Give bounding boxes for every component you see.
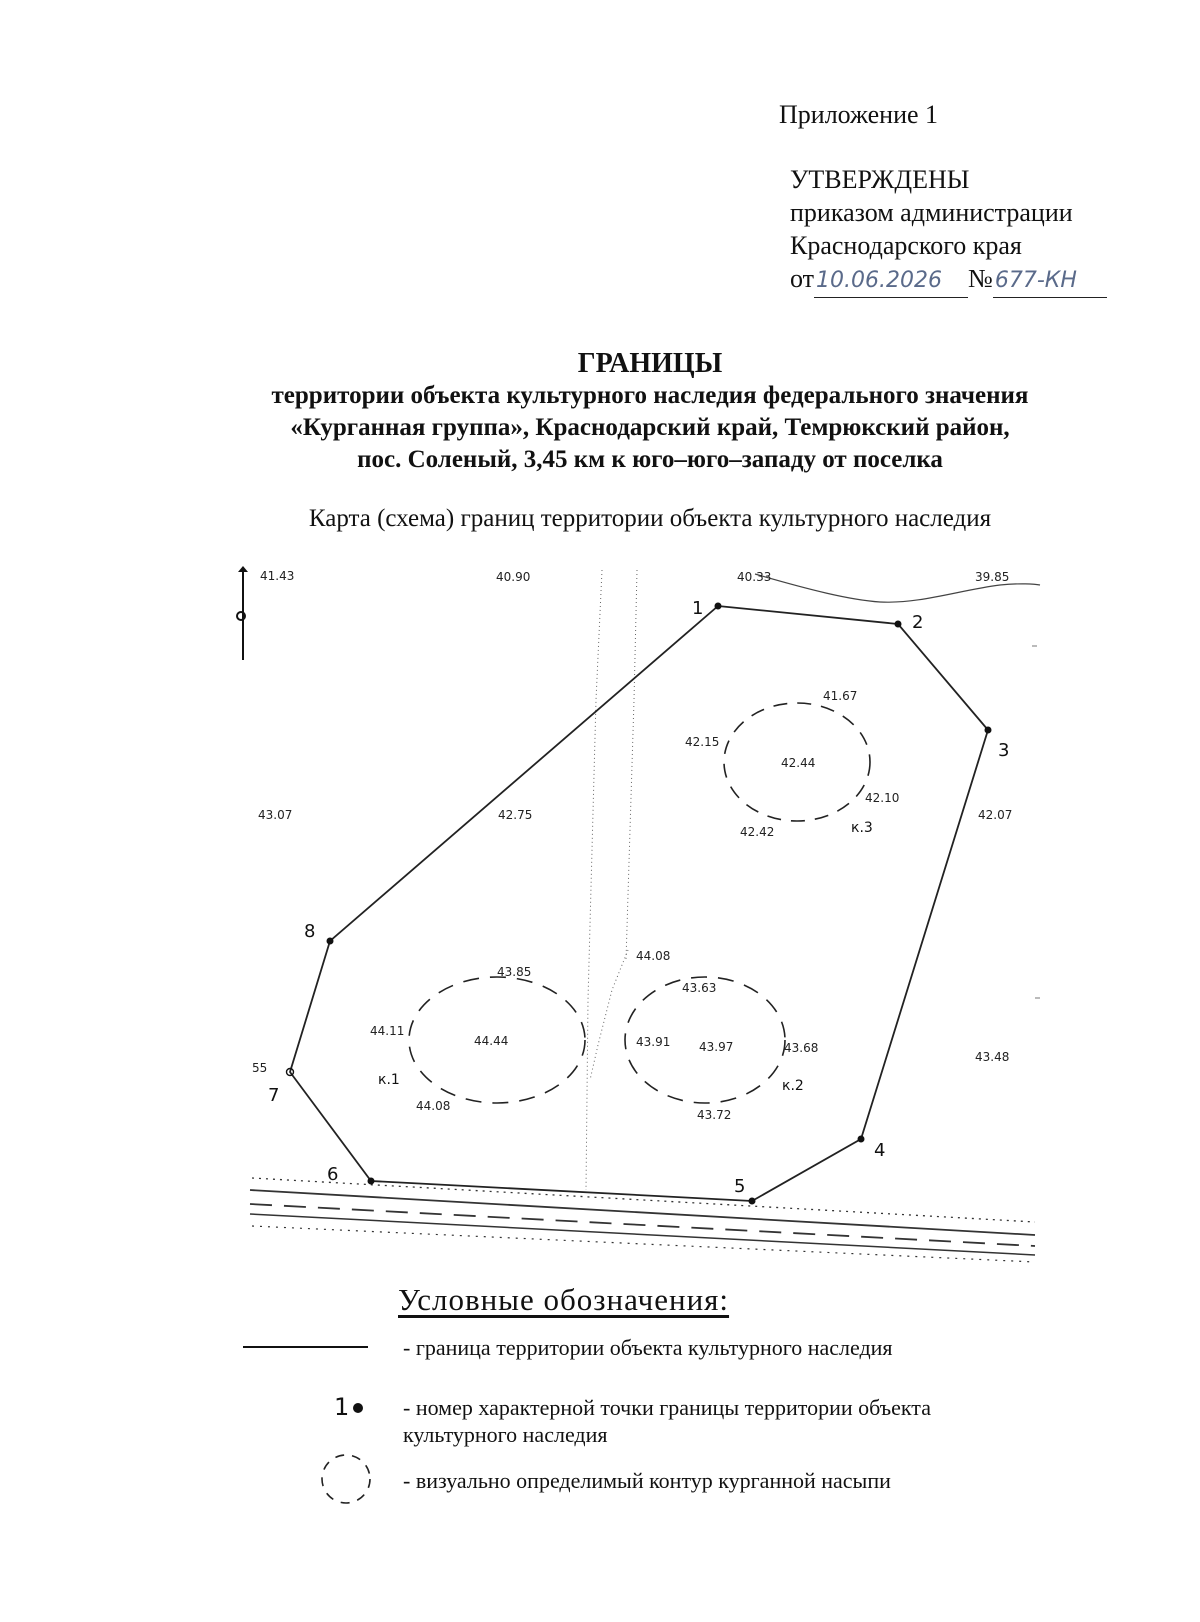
legend-solid-line-symbol: [243, 1346, 368, 1348]
point-label-4: 4: [874, 1140, 886, 1161]
legend-item-point: - номер характерной точки границы территории объекта культурного наследия: [403, 1395, 931, 1447]
date-prefix: от: [790, 264, 815, 293]
elevation-mark: 44.08: [636, 949, 671, 963]
elevation-mark: 43.63: [682, 981, 717, 995]
map-caption: Карта (схема) границ территории объекта культурного наследия: [308, 505, 992, 532]
legend-title: Условные обозначения:: [398, 1282, 730, 1317]
elevation-mark: 55: [252, 1061, 268, 1075]
elevation-mark: 44.11: [370, 1024, 405, 1038]
elevation-mark: 39.85: [975, 570, 1010, 584]
elevation-mark: 40.33: [737, 570, 772, 584]
point-label-5: 5: [734, 1176, 746, 1197]
boundary-polygon: [290, 606, 988, 1201]
legend-item-boundary: - граница территории объекта культурного наследия: [403, 1335, 893, 1360]
point-label-2: 2: [912, 612, 924, 633]
elevation-mark: 41.67: [823, 689, 858, 703]
edge-ticks: [1032, 646, 1040, 998]
road-bottom: [250, 1178, 1035, 1262]
point-label-6: 6: [327, 1164, 339, 1185]
mound-label-3: к.3: [851, 820, 873, 836]
title-line-2: «Курганная группа», Краснодарский край, Темрюкский район,: [290, 414, 1010, 441]
elevation-mark: 42.44: [781, 756, 816, 770]
elevation-mark: 43.68: [784, 1041, 819, 1055]
elevation-mark: 43.72: [697, 1108, 732, 1122]
approved-line-1: УТВЕРЖДЕНЫ: [790, 165, 970, 194]
elevation-mark: 43.85: [497, 965, 532, 979]
number-prefix: №: [968, 264, 993, 293]
elevation-mark: 42.42: [740, 825, 775, 839]
point-label-3: 3: [998, 740, 1010, 761]
north-arrow-icon: [237, 566, 248, 660]
elevation-mark: 42.15: [685, 735, 720, 749]
mound-label-1: к.1: [378, 1072, 400, 1088]
dashed-circle-icon: [318, 1451, 374, 1507]
title-line-3: пос. Соленый, 3,45 км к юго–юго–западу от поселка: [357, 446, 943, 473]
appendix-label: Приложение 1: [779, 100, 939, 129]
elevation-mark: 42.07: [978, 808, 1013, 822]
elevation-mark: 43.48: [975, 1050, 1010, 1064]
mound-label-2: к.2: [782, 1078, 804, 1094]
elevation-mark: 44.44: [474, 1034, 509, 1048]
elevation-mark: 42.75: [498, 808, 533, 822]
elevation-mark: 41.43: [260, 569, 295, 583]
elevation-mark: 43.91: [636, 1035, 671, 1049]
legend-point-number: 1: [334, 1393, 350, 1421]
approved-line-2: приказом администрации: [790, 198, 1073, 227]
approved-line-3: Краснодарского края: [790, 231, 1022, 260]
elevation-mark: 44.08: [416, 1099, 451, 1113]
point-label-8: 8: [304, 921, 316, 942]
date-value: 10.06.2026: [814, 264, 968, 298]
title-heading: ГРАНИЦЫ: [577, 348, 723, 379]
legend-item-mound: - визуально определимый контур курганной насыпи: [403, 1468, 891, 1493]
title-line-1: территории объекта культурного наследия федерального значения: [271, 382, 1029, 409]
point-dot-icon: [353, 1403, 363, 1413]
elevation-mark: 40.90: [496, 570, 531, 584]
legend-point-symbol: [334, 1393, 363, 1421]
elevation-marks: [252, 569, 1012, 1122]
elevation-mark: 43.97: [699, 1040, 734, 1054]
boundary-points: [287, 603, 992, 1205]
road-vertical: [586, 570, 637, 1190]
elevation-mark: 42.10: [865, 791, 900, 805]
point-label-1: 1: [692, 598, 704, 619]
point-label-7: 7: [268, 1085, 280, 1106]
number-value: 677-КН: [993, 264, 1107, 298]
elevation-mark: 43.07: [258, 808, 293, 822]
